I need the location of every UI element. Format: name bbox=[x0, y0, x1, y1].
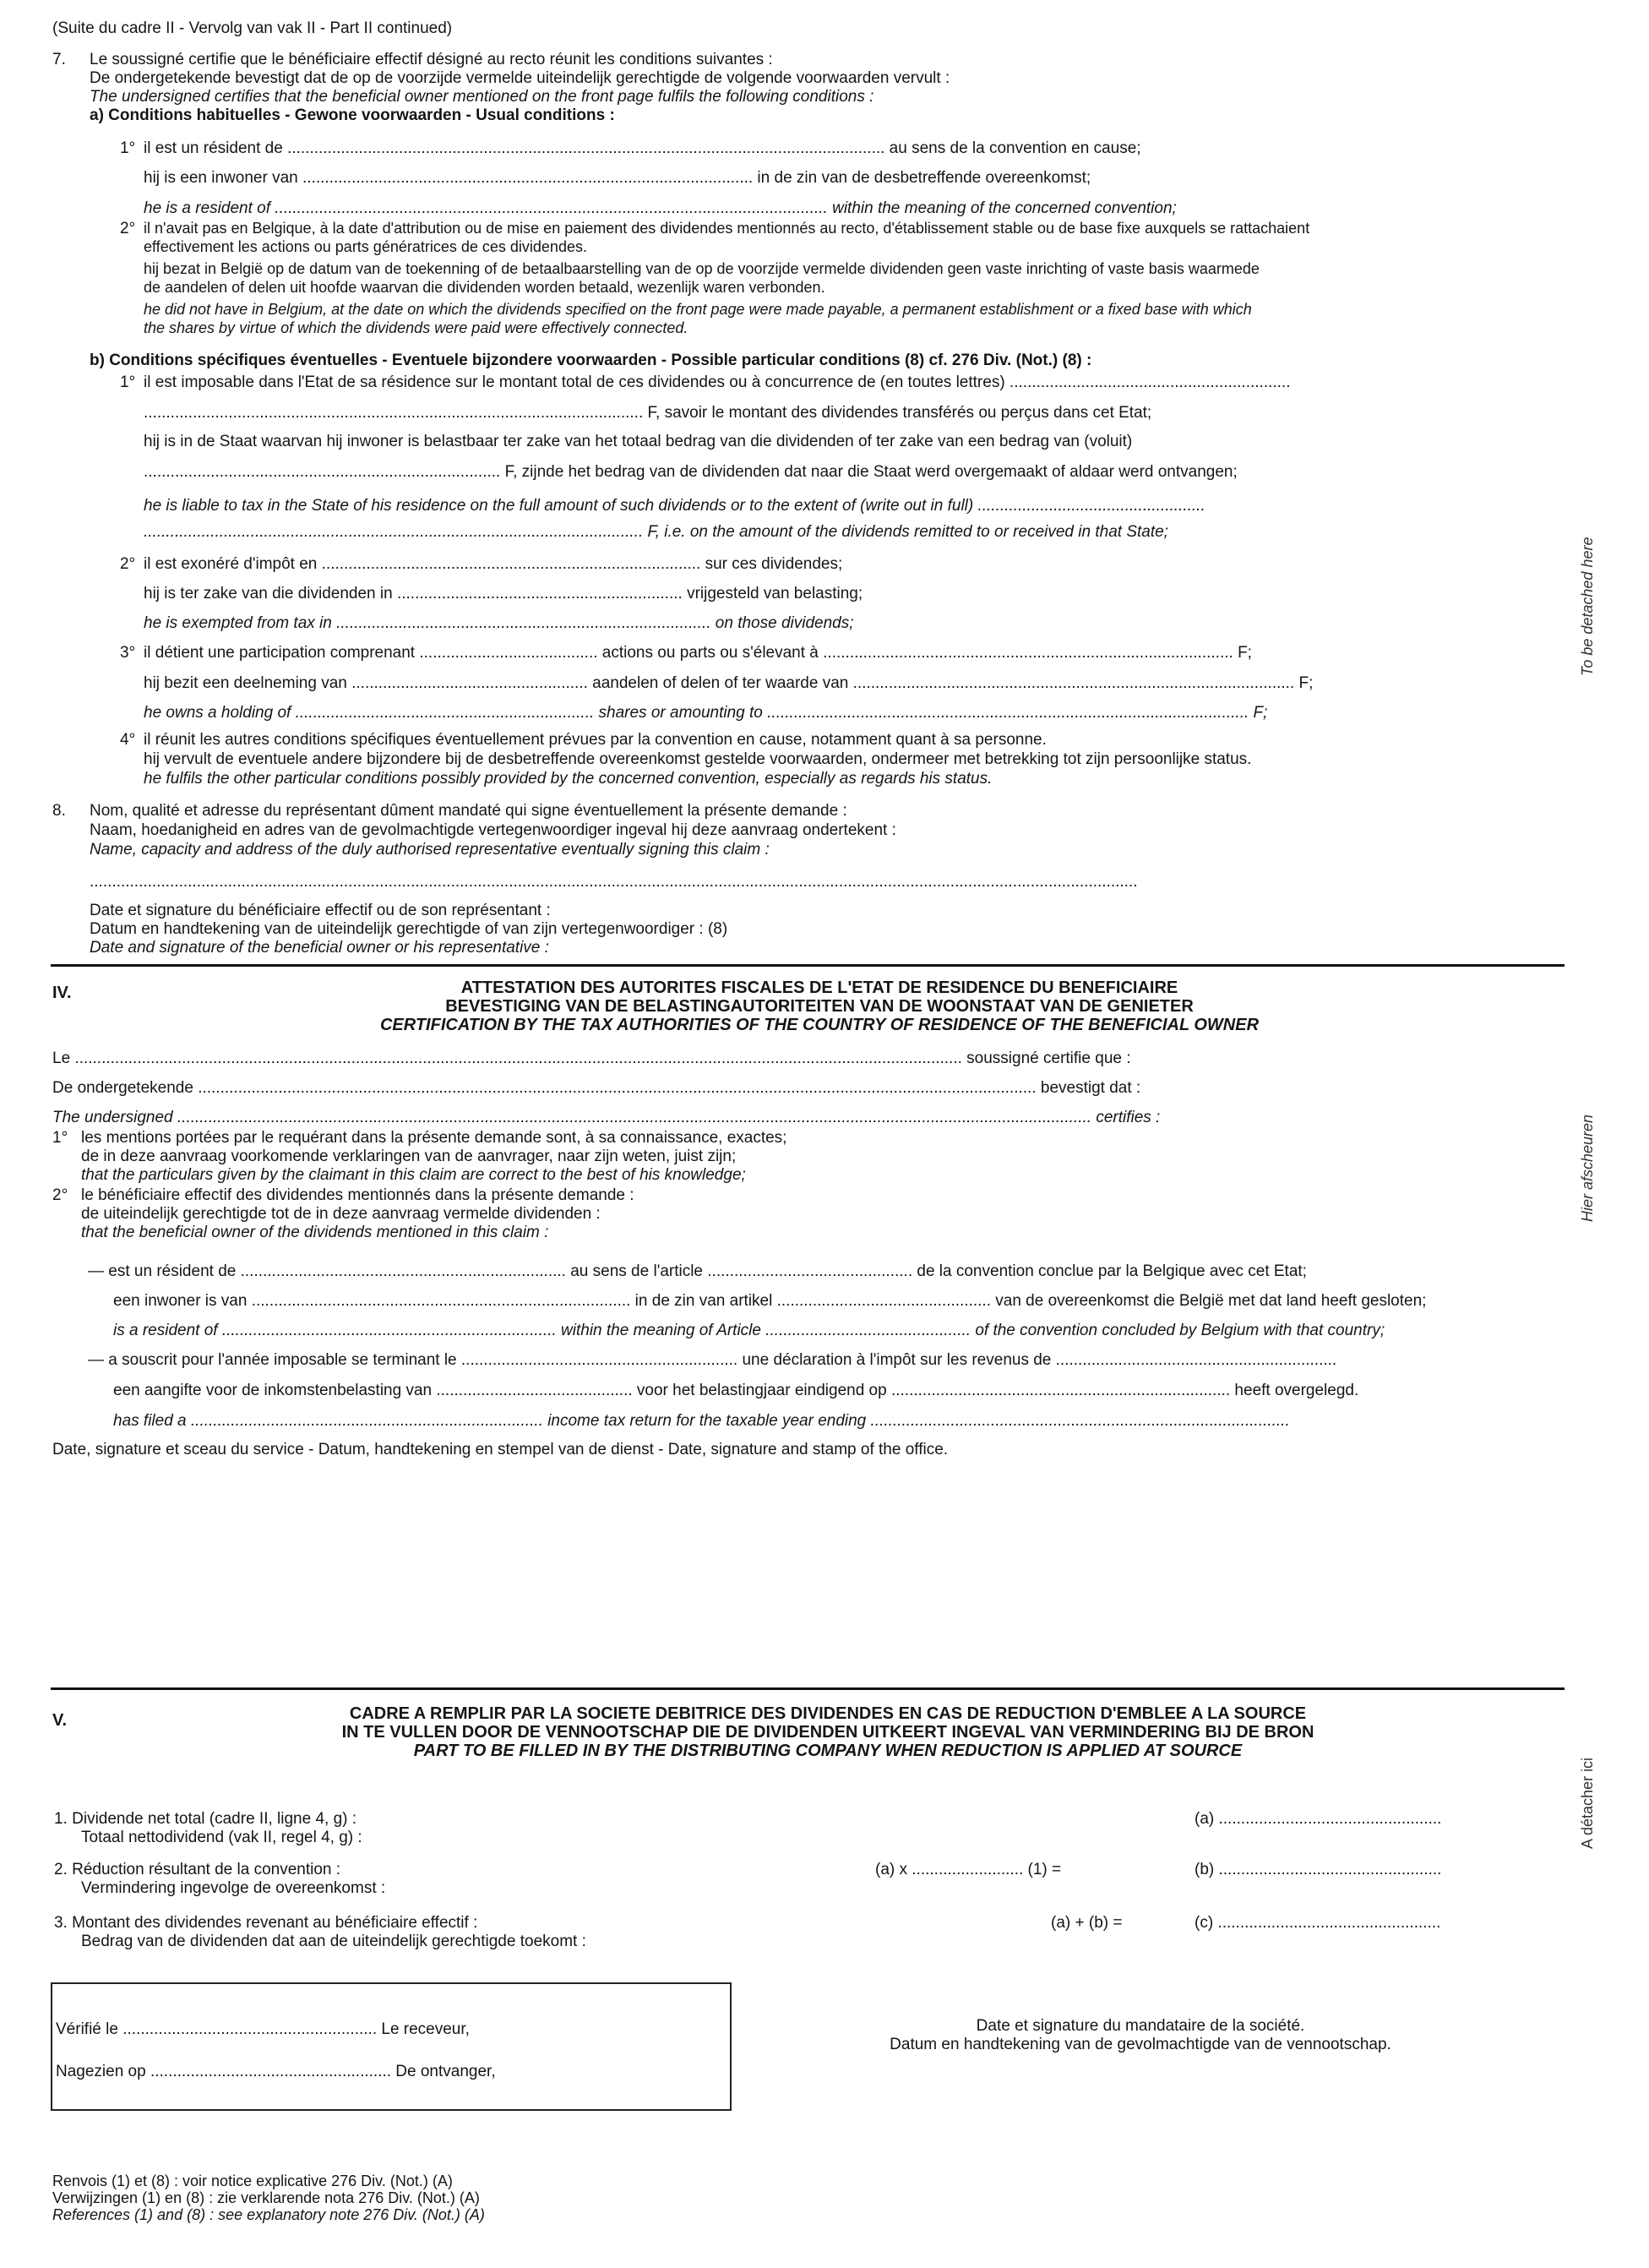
representative-prompt-fr: Nom, qualité et adresse du représentant dûment mandaté qui signe éventuellement la présente demande : bbox=[90, 802, 847, 820]
receiver-verification-box bbox=[51, 1982, 732, 2111]
signature-prompt-en: Date and signature of the beneficial owner or his representative : bbox=[90, 939, 549, 957]
particular-condition-4-en: he fulfils the other particular conditions possibly provided by the concerned convention, especially as regards his status. bbox=[144, 770, 993, 788]
usual-condition-2-nl-line2: de aandelen of delen uit hoofde waarvan die dividenden worden betaald, wezenlijk waren verbonden. bbox=[144, 279, 825, 296]
signature-prompt-nl: Datum en handtekening van de uiteindelijk gerechtigde of van zijn vertegenwoordiger : (8) bbox=[90, 920, 728, 938]
certification-2-en: that the beneficial owner of the dividends mentioned in this claim : bbox=[81, 1224, 549, 1241]
continuation-header: (Suite du cadre II - Vervolg van vak II - Part II continued) bbox=[52, 19, 453, 37]
section-iv-title-en: CERTIFICATION BY THE TAX AUTHORITIES OF THE COUNTRY OF RESIDENCE OF THE BENEFICIAL OWNER bbox=[379, 1016, 1260, 1034]
certification-2-fr: le bénéficiaire effectif des dividendes mentionnés dans la présente demande : bbox=[81, 1186, 634, 1204]
detach-here-en: To be detached here bbox=[1579, 537, 1596, 676]
particular-condition-2-fr: il est exonéré d'impôt en ..................................................................................... sur ces dividendes; bbox=[144, 555, 843, 573]
signature-prompt-fr: Date et signature du bénéficiaire effectif ou de son représentant : bbox=[90, 902, 551, 919]
representative-prompt-en: Name, capacity and address of the duly authorised representative eventually signing this claim : bbox=[90, 841, 770, 859]
particular-condition-2-nl: hij is ter zake van die dividenden in ................................................................ vrijgesteld van belasting; bbox=[144, 585, 863, 602]
particular-condition-1-fr-line2: ................................................................................................................ F, savoir le montant des dividendes transférés ou perçus dans cet Etat; bbox=[144, 404, 1152, 422]
net-dividend-field[interactable]: (a) .................................................. bbox=[1195, 1810, 1442, 1828]
particular-condition-1-nl-line1: hij is in de Staat waarvan hij inwoner is belastbaar ter zake van het totaal bedrag van die dividenden of ter zake van een bedrag van (voluit) bbox=[144, 433, 1133, 450]
particular-condition-4-nl: hij vervult de eventuele andere bijzondere bij de desbetreffende overeenkomst gestelde voorwaarden, ondermeer met betrekking tot zijn persoonlijke status. bbox=[144, 750, 1252, 768]
reduction-formula[interactable]: (a) x ......................... (1) = bbox=[875, 1861, 1062, 1878]
particular-condition-1-en-line2: ................................................................................................................ F, i.e. on the amount of the dividends remitted to or received in that State; bbox=[144, 523, 1168, 541]
particular-condition-3-en: he owns a holding of ................................................................... shares or amounting to ............................................................................................................ F; bbox=[144, 704, 1268, 722]
section-7-number: 7. bbox=[52, 51, 66, 68]
particular-condition-4-fr: il réunit les autres conditions spécifiques éventuellement prévues par la convention en cause, notamment quant à sa personne. bbox=[144, 731, 1047, 749]
certification-1-fr: les mentions portées par le requérant dans la présente demande sont, à sa connaissance, exactes; bbox=[81, 1129, 787, 1147]
reduction-label-fr: 2. Réduction résultant de la convention : bbox=[54, 1861, 341, 1878]
usual-conditions-title: a) Conditions habituelles - Gewone voorwaarden - Usual conditions : bbox=[90, 106, 615, 124]
usual-condition-2-en-line2: the shares by virtue of which the dividends were paid were effectively connected. bbox=[144, 319, 688, 336]
references-en: References (1) and (8) : see explanatory note 276 Div. (Not.) (A) bbox=[52, 2206, 485, 2223]
section-8-number: 8. bbox=[52, 802, 66, 820]
references-fr: Renvois (1) et (8) : voir notice explicative 276 Div. (Not.) (A) bbox=[52, 2173, 453, 2189]
usual-condition-2-fr-line1: il n'avait pas en Belgique, à la date d'attribution ou de mise en paiement des dividendes mentionnés au recto, d'établissement stable ou de base fixe auxquels se rattachaient bbox=[144, 220, 1310, 237]
particular-condition-4-number: 4° bbox=[120, 731, 136, 749]
beneficial-amount-field[interactable]: (c) .................................................. bbox=[1195, 1914, 1441, 1932]
section-divider bbox=[51, 964, 1565, 967]
beneficial-amount-label-nl: Bedrag van de dividenden dat aan de uiteindelijk gerechtigde toekomt : bbox=[81, 1933, 586, 1950]
particular-condition-3-fr: il détient une participation comprenant ........................................ actions ou parts ou s'élevant à ............................................................................................ F; bbox=[144, 644, 1252, 662]
tax-return-line-nl[interactable]: een aangifte voor de inkomstenbelasting van ............................................ voor het belastingjaar eindigend op ............................................................................ heeft overgelegd. bbox=[113, 1382, 1359, 1399]
particular-condition-2-number: 2° bbox=[120, 555, 136, 573]
tax-return-line-en[interactable]: has filed a ............................................................................... income tax return for the taxable year ending .............................................................................................. bbox=[113, 1412, 1290, 1430]
particular-condition-1-nl-line2: ................................................................................ F, zijnde het bedrag van de dividenden dat naar die Staat werd overgemaakt of aldaar werd ontvangen; bbox=[144, 463, 1238, 481]
certification-1-nl: de in deze aanvraag voorkomende verklaringen van de aanvrager, naar zijn weten, juist zijn; bbox=[81, 1148, 737, 1165]
authority-name-en[interactable]: The undersigned ............................................................................................................................................................................................................. certifies : bbox=[52, 1109, 1161, 1126]
particular-condition-1-en-line1: he is liable to tax in the State of his residence on the full amount of such dividends or to the extent of (write out in full) ................................................... bbox=[144, 497, 1205, 515]
particular-conditions-title: b) Conditions spécifiques éventuelles - Eventuele bijzondere voorwaarden - Possible particular conditions (8) cf. 276 Div. (Not.) (8) : bbox=[90, 352, 1092, 369]
section-divider bbox=[51, 1687, 1565, 1690]
reduction-field[interactable]: (b) .................................................. bbox=[1195, 1861, 1442, 1878]
section-iv-number: IV. bbox=[52, 984, 72, 1002]
reduction-label-nl: Vermindering ingevolge de overeenkomst : bbox=[81, 1879, 386, 1897]
verified-on-field[interactable]: Vérifié le ......................................................... Le receveur, bbox=[56, 2020, 470, 2038]
particular-condition-3-nl: hij bezit een deelneming van ..................................................... aandelen of delen of ter waarde van ................................................................................................... F; bbox=[144, 674, 1314, 692]
detach-here-nl: Hier afscheuren bbox=[1579, 1114, 1596, 1222]
beneficial-amount-formula: (a) + (b) = bbox=[1051, 1914, 1123, 1932]
company-signature-label-nl: Datum en handtekening van de gevolmachtigde van de vennootschap. bbox=[890, 2036, 1391, 2053]
residence-line-en[interactable]: is a resident of ........................................................................... within the meaning of Article .............................................. of the convention concluded by Belgium with that country; bbox=[113, 1322, 1385, 1339]
representative-field[interactable]: ........................................................................................................................................................................................................................................... bbox=[90, 873, 1138, 891]
section-7-intro-nl: De ondergetekende bevestigt dat de op de voorzijde vermelde uiteindelijk gerechtigde de volgende voorwaarden vervult : bbox=[90, 69, 950, 87]
certification-1-en: that the particulars given by the claimant in this claim are correct to the best of his knowledge; bbox=[81, 1166, 746, 1184]
usual-condition-1-en: he is a resident of ............................................................................................................................ within the meaning of the concerned convention; bbox=[144, 199, 1177, 217]
references-nl: Verwijzingen (1) en (8) : zie verklarende nota 276 Div. (Not.) (A) bbox=[52, 2189, 480, 2206]
certification-2-nl: de uiteindelijk gerechtigde tot de in deze aanvraag vermelde dividenden : bbox=[81, 1205, 601, 1223]
beneficial-amount-label-fr: 3. Montant des dividendes revenant au bénéficiaire effectif : bbox=[54, 1914, 478, 1932]
checked-on-field[interactable]: Nagezien op ...................................................... De ontvanger, bbox=[56, 2063, 496, 2080]
section-iv-title-nl: BEVESTIGING VAN DE BELASTINGAUTORITEITEN VAN DE WOONSTAAT VAN DE GENIETER bbox=[445, 997, 1194, 1016]
section-v-title-en: PART TO BE FILLED IN BY THE DISTRIBUTING COMPANY WHEN REDUCTION IS APPLIED AT SOURCE bbox=[413, 1742, 1243, 1760]
company-signature-label-fr: Date et signature du mandataire de la société. bbox=[976, 2017, 1305, 2035]
certification-2-number: 2° bbox=[52, 1186, 68, 1204]
representative-prompt-nl: Naam, hoedanigheid en adres van de gevolmachtigde vertegenwoordiger ingeval hij deze aanvraag ondertekent : bbox=[90, 821, 896, 839]
certification-1-number: 1° bbox=[52, 1129, 68, 1147]
section-v-title-fr: CADRE A REMPLIR PAR LA SOCIETE DEBITRICE DES DIVIDENDES EN CAS DE REDUCTION D'EMBLEE A LA SOURCE bbox=[349, 1704, 1307, 1723]
usual-condition-1-number: 1° bbox=[120, 139, 136, 157]
usual-condition-1-fr: il est un résident de ...................................................................................................................................... au sens de la convention en cause; bbox=[144, 139, 1141, 157]
particular-condition-3-number: 3° bbox=[120, 644, 136, 662]
authority-name-fr[interactable]: Le ....................................................................................................................................................................................................... soussigné certifie que : bbox=[52, 1049, 1131, 1067]
usual-condition-2-en-line1: he did not have in Belgium, at the date on which the dividends specified on the front page were made payable, a permanent establishment or a fixed base with which bbox=[144, 301, 1252, 318]
office-stamp-label: Date, signature et sceau du service - Datum, handtekening en stempel van de dienst - Date, signature and stamp of the office. bbox=[52, 1441, 949, 1458]
usual-condition-1-nl: hij is een inwoner van ..................................................................................................... in de zin van de desbetreffende overeenkomst; bbox=[144, 169, 1091, 187]
residence-line-nl[interactable]: een inwoner is van ..................................................................................... in de zin van artikel ................................................ van de overeenkomst die België met dat land heeft gesloten; bbox=[113, 1292, 1427, 1310]
section-v-number: V. bbox=[52, 1711, 68, 1730]
usual-condition-2-fr-line2: effectivement les actions ou parts génératrices de ces dividendes. bbox=[144, 238, 587, 255]
detach-here-fr: A détacher ici bbox=[1579, 1757, 1596, 1849]
usual-condition-2-number: 2° bbox=[120, 220, 136, 237]
residence-line-fr[interactable]: — est un résident de ......................................................................... au sens de l'article .............................................. de la convention conclue par la Belgique avec cet Etat; bbox=[88, 1262, 1307, 1280]
authority-name-nl[interactable]: De ondergetekende ............................................................................................................................................................................................ bevestigt dat : bbox=[52, 1079, 1141, 1097]
section-iv-title-fr: ATTESTATION DES AUTORITES FISCALES DE L'ETAT DE RESIDENCE DU BENEFICIAIRE bbox=[460, 979, 1178, 997]
section-7-intro-en: The undersigned certifies that the beneficial owner mentioned on the front page fulfils the following conditions : bbox=[90, 88, 874, 106]
usual-condition-2-nl-line1: hij bezat in België op de datum van de toekenning of de betaalbaarstelling van de op de voorzijde vermelde dividenden geen vaste inrichting of vaste basis waarmede bbox=[144, 260, 1260, 277]
net-dividend-label-fr: 1. Dividende net total (cadre II, ligne 4, g) : bbox=[54, 1810, 357, 1828]
section-v-title-nl: IN TE VULLEN DOOR DE VENNOOTSCHAP DIE DE DIVIDENDEN UITKEERT INGEVAL VAN VERMINDERING BIJ DE BRON bbox=[341, 1723, 1314, 1742]
tax-return-line-fr[interactable]: — a souscrit pour l'année imposable se terminant le .............................................................. une déclaration à l'impôt sur les revenus de ............................................................... bbox=[88, 1351, 1337, 1369]
section-7-intro-fr: Le soussigné certifie que le bénéficiaire effectif désigné au recto réunit les conditions suivantes : bbox=[90, 51, 773, 68]
particular-condition-1-number: 1° bbox=[120, 373, 136, 391]
net-dividend-label-nl: Totaal nettodividend (vak II, regel 4, g) : bbox=[81, 1829, 362, 1846]
particular-condition-2-en: he is exempted from tax in .................................................................................... on those dividends; bbox=[144, 614, 854, 632]
particular-condition-1-fr-line1: il est imposable dans l'Etat de sa résidence sur le montant total de ces dividendes ou à concurrence de (en toutes lettres) ............................................................... bbox=[144, 373, 1291, 391]
